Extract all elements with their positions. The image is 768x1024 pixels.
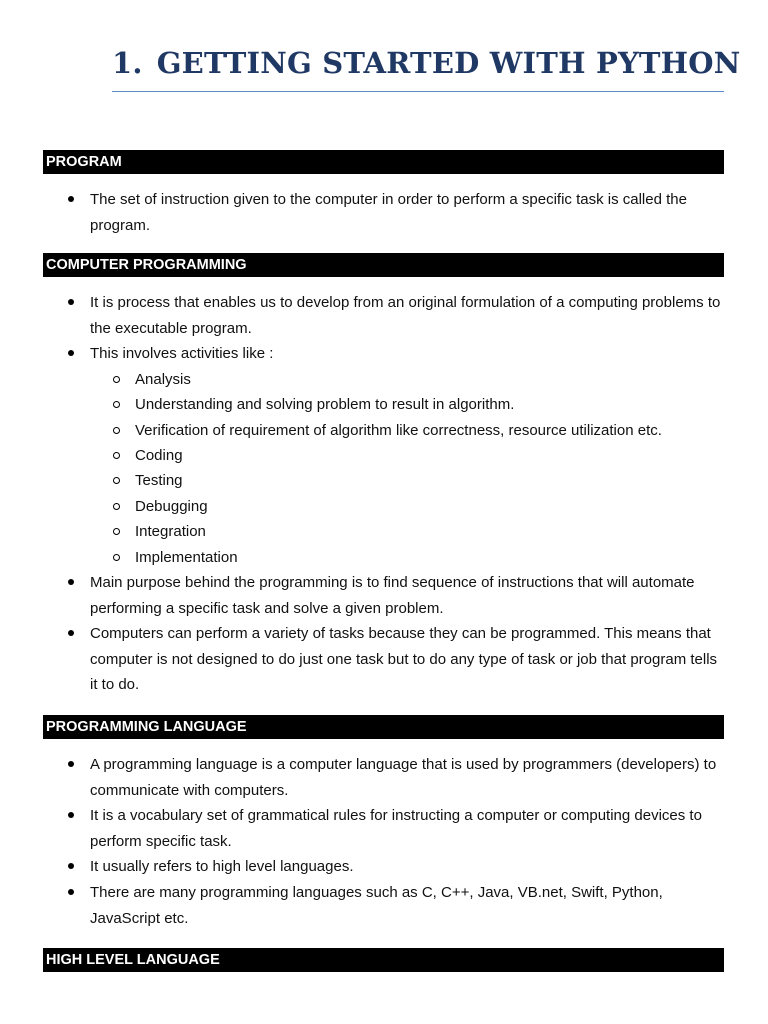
bullet-item: Main purpose behind the programming is to find sequence of instructions that will automate performing a specific task and solve a given problem.: [0, 570, 768, 621]
chapter-number: 1.: [112, 46, 143, 80]
sub-item-understanding: Understanding and solving problem to result in algorithm.: [0, 392, 728, 417]
bullet-item-activities: [0, 341, 768, 570]
bullet-item: There are many programming languages such as C, C++, Java, VB.net, Swift, Python, JavaScript etc.: [0, 880, 768, 931]
sub-item-integration: Integration: [0, 519, 728, 544]
bullet-item: It is process that enables us to develop from an original formulation of a computing problems to the executable program.: [0, 290, 768, 341]
section-header-program: PROGRAM: [43, 150, 724, 174]
sub-item-debugging: Debugging: [0, 494, 728, 519]
activities-sub-list: [90, 367, 728, 570]
sub-item-analysis: Analysis: [0, 367, 728, 392]
bullet-item: A programming language is a computer language that is used by programmers (developers) to communicate with computers.: [0, 752, 768, 803]
sub-item-coding: Coding: [0, 443, 728, 468]
bullet-item: The set of instruction given to the computer in order to perform a specific task is called the program.: [0, 187, 768, 238]
bullet-item: It usually refers to high level languages.: [0, 854, 768, 880]
bullet-item: Computers can perform a variety of tasks because they can be programmed. This means that computer is not designed to do just one task but to do any type of task or job that program tells it to do.: [0, 621, 768, 698]
chapter-title-text: GETTING STARTED WITH PYTHON: [156, 46, 741, 80]
section-header-computer-programming: COMPUTER PROGRAMMING: [43, 253, 724, 277]
chapter-title: [112, 46, 741, 80]
bullet-item: It is a vocabulary set of grammatical rules for instructing a computer or computing devices to perform specific task.: [0, 803, 768, 854]
section-header-programming-language: PROGRAMMING LANGUAGE: [43, 715, 724, 739]
program-bullet-list: [0, 187, 768, 238]
sub-item-verification: Verification of requirement of algorithm like correctness, resource utilization etc.: [0, 418, 728, 443]
sub-item-implementation: Implementation: [0, 545, 728, 570]
title-underline: [112, 91, 724, 92]
programming-language-bullet-list: [0, 752, 768, 931]
sub-item-testing: Testing: [0, 468, 728, 493]
section-header-high-level-language: HIGH LEVEL LANGUAGE: [43, 948, 724, 972]
computer-programming-bullet-list: [0, 290, 768, 698]
bullet-text: This involves activities like :: [90, 345, 274, 363]
